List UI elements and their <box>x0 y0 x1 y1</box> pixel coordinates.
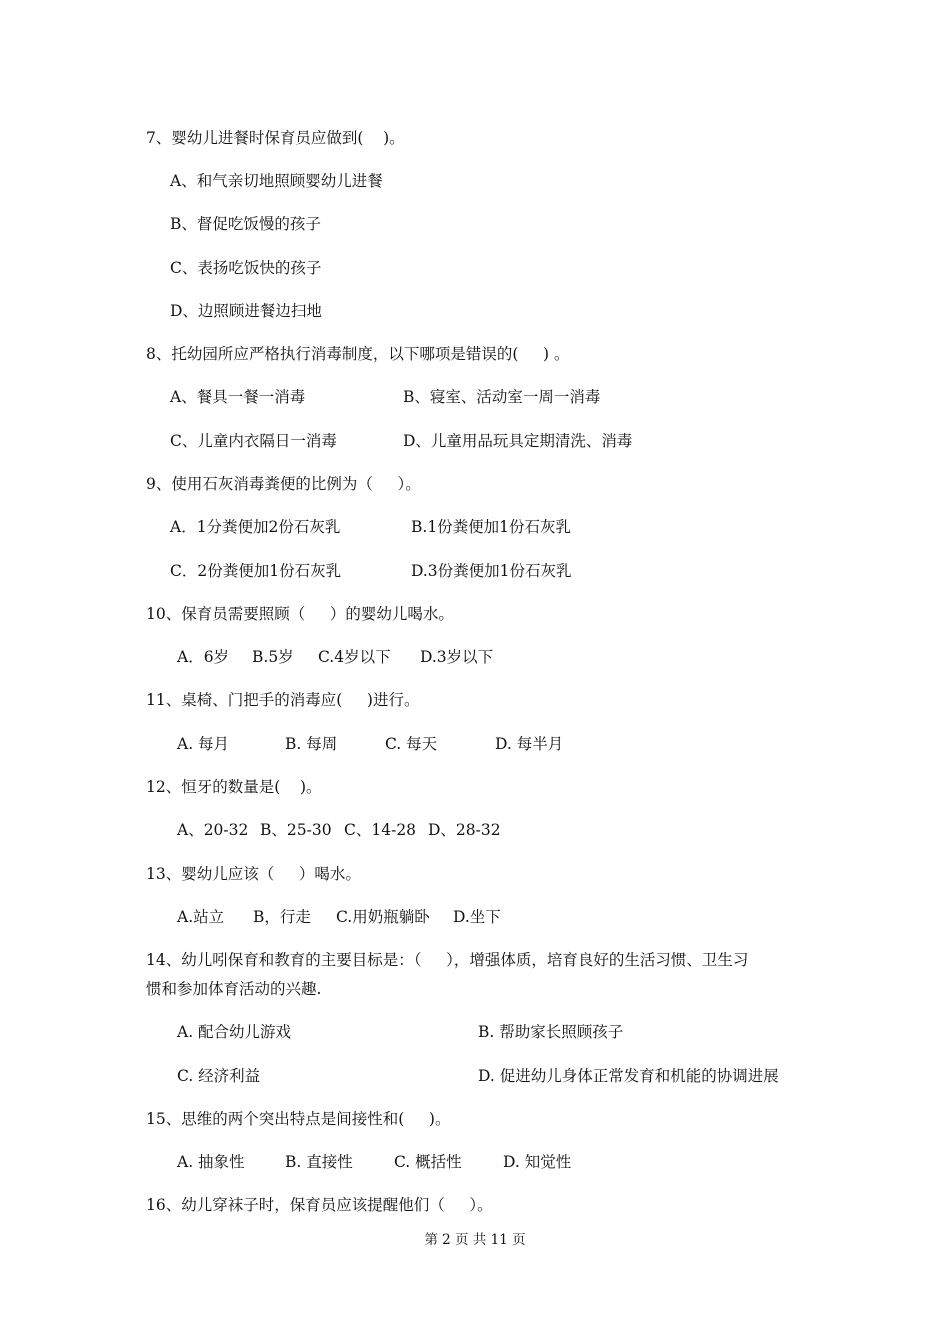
question-15-option-a: A. 抽象性 <box>177 1153 245 1171</box>
question-10-stem: 10、保育员需要照顾（ ）的婴幼儿喝水。 <box>146 605 454 623</box>
question-13-stem: 13、婴幼儿应该（ ）喝水。 <box>146 865 361 883</box>
question-7-stem: 7、婴幼儿进餐时保育员应做到( )。 <box>146 129 405 147</box>
question-11-option-c: C. 每天 <box>385 735 438 753</box>
question-9-option-d: D.3份粪便加1份石灰乳 <box>411 562 572 580</box>
question-14-option-b: B. 帮助家长照顾孩子 <box>478 1023 624 1041</box>
question-9-stem: 9、使用石灰消毒粪便的比例为（ ）。 <box>146 475 421 493</box>
question-12-option-a: A、20-32 <box>177 821 249 839</box>
question-8-option-c: C、儿童内衣隔日一消毒 <box>170 432 337 450</box>
question-15-stem: 15、思维的两个突出特点是间接性和( )。 <box>146 1110 451 1128</box>
question-13-option-d: D.坐下 <box>453 908 501 926</box>
question-14-option-d: D. 促进幼儿身体正常发育和机能的协调进展 <box>478 1067 779 1085</box>
question-15-option-d: D. 知觉性 <box>503 1153 572 1171</box>
question-9-option-a: A．1分粪便加2份石灰乳 <box>170 518 341 536</box>
question-12-stem: 12、恒牙的数量是( )。 <box>146 778 322 796</box>
question-12-option-b: B、25-30 <box>260 821 332 839</box>
question-10-option-b: B.5岁 <box>252 648 294 666</box>
question-13-option-a: A.站立 <box>177 908 225 926</box>
question-12-option-c: C、14-28 <box>344 821 417 839</box>
question-14-stem-line-2: 惯和参加体育活动的兴趣. <box>146 980 322 998</box>
question-10-option-d: D.3岁以下 <box>420 648 494 666</box>
question-14-option-c: C. 经济利益 <box>177 1067 261 1085</box>
question-10-option-c: C.4岁以下 <box>318 648 391 666</box>
question-8-option-a: A、餐具一餐一消毒 <box>170 388 306 406</box>
question-7-option-b: B、督促吃饭慢的孩子 <box>170 215 321 233</box>
question-13-option-b: B，行走 <box>253 908 311 926</box>
question-7-option-d: D、边照顾进餐边扫地 <box>170 302 322 320</box>
question-8-option-d: D、儿童用品玩具定期清洗、消毒 <box>403 432 633 450</box>
question-14-option-a: A. 配合幼儿游戏 <box>177 1023 292 1041</box>
question-10-option-a: A．6岁 <box>177 648 230 666</box>
question-8-stem: 8、托幼园所应严格执行消毒制度，以下哪项是错误的( ) 。 <box>146 345 570 363</box>
page-number-footer: 第 2 页 共 11 页 <box>424 1232 526 1248</box>
question-16-stem: 16、幼儿穿袜子时，保育员应该提醒他们（ ）。 <box>146 1196 493 1214</box>
question-8-option-b: B、寝室、活动室一周一消毒 <box>403 388 601 406</box>
question-7-option-c: C、表扬吃饭快的孩子 <box>170 259 322 277</box>
question-11-option-b: B. 每周 <box>285 735 338 753</box>
question-11-option-d: D. 每半月 <box>495 735 564 753</box>
question-15-option-c: C. 概括性 <box>394 1153 462 1171</box>
question-14-stem-line-1: 14、幼儿吲保育和教育的主要目标是：（ ），增强体质，培育良好的生活习惯、卫生习 <box>146 951 749 969</box>
question-9-option-c: C．2份粪便加1份石灰乳 <box>170 562 342 580</box>
question-15-option-b: B. 直接性 <box>285 1153 353 1171</box>
question-7-option-a: A、和气亲切地照顾婴幼儿进餐 <box>170 172 383 190</box>
question-9-option-b: B.1份粪便加1份石灰乳 <box>411 518 572 536</box>
question-13-option-c: C.用奶瓶躺卧 <box>336 908 430 926</box>
question-12-option-d: D、28-32 <box>428 821 501 839</box>
question-11-option-a: A. 每月 <box>177 735 230 753</box>
question-11-stem: 11、桌椅、门把手的消毒应( )进行。 <box>146 691 420 709</box>
